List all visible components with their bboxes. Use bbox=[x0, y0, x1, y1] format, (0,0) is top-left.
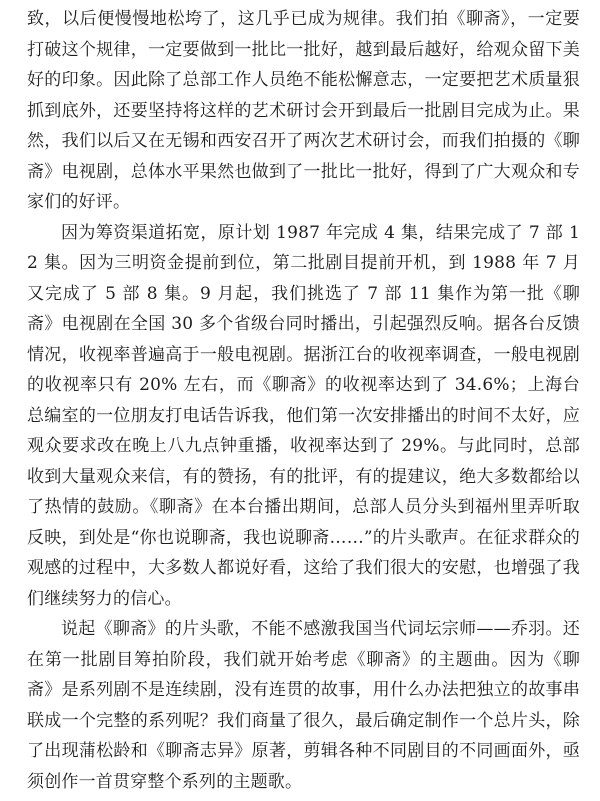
paragraph-2: 因为筹资渠道拓宽，原计划 1987 年完成 4 集，结果完成了 7 部 12 集。因为三明资金提前到位，第二批剧目提前开机，到 1988 年 7 月又完成了 5 部 8 集。9 月起，我们挑选了 7 部 11 集作为第一批《聊斋》电视剧在全国 30 多个省级台同时播出，引起强烈反响。据各台反馈情况，收视率普遍高于一般电视剧。据浙江台的收视率调查，一般电视剧的收视率只有 20% 左右，而《聊斋》的收视率达到了 34.6%；上海台总编室的一位朋友打电话告诉我，他们第一次安排播出的时间不太好，应观众要求改在晚上八九点钟重播，收视率达到了 29%。与此同时，总部收到大量观众来信，有的赞扬，有的批评，有的提建议，绝大多数都给以了热情的鼓励。《聊斋》在本台播出期间，总部人员分头到福州里弄听取反映，到处是“你也说聊斋，我也说聊斋……”的片头歌声。在征求群众的观感的过程中，大多数人都说好看，这给了我们很大的安慰，也增强了我们继续努力的信心。 bbox=[27, 222, 580, 609]
paragraph-3: 说起《聊斋》的片头歌，不能不感激我国当代词坛宗师——乔羽。还在第一批剧目筹拍阶段，我们就开始考虑《聊斋》的主题曲。因为《聊斋》是系列剧不是连续剧，没有连贯的故事，用什么办法把独立的故事串联成一个完整的系列呢？我们商量了很久，最后确定制作一个总片头，除了出现蒲松龄和《聊斋志异》原著，剪辑各种不同剧目的不同画面外，亟须创作一首贯穿整个系列的主题歌。 bbox=[27, 619, 580, 792]
paragraph-1: 致，以后便慢慢地松垮了，这几乎已成为规律。我们拍《聊斋》，一定要打破这个规律，一定要做到一批比一批好，越到最后越好，给观众留下美好的印象。因此除了总部工作人员绝不能松懈意志，一定要把艺术质量狠抓到底外，还要坚持将这样的艺术研讨会开到最后一批剧目完成为止。果然，我们以后又在无锡和西安召开了两次艺术研讨会，而我们拍摄的《聊斋》电视剧，总体水平果然也做到了一批比一批好，得到了广大观众和专家们的好评。 bbox=[27, 9, 580, 212]
